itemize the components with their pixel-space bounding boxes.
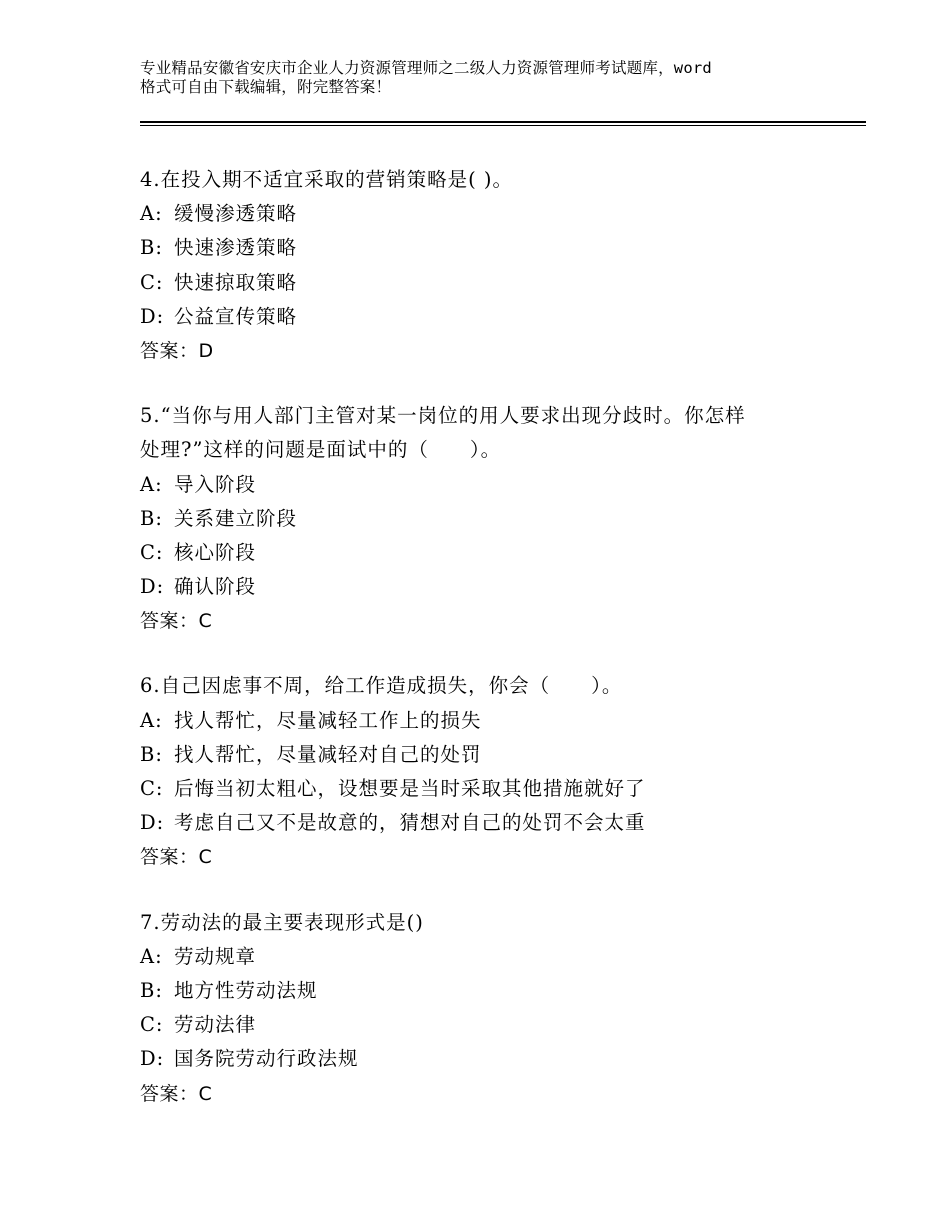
question-stem: 6.自己因虑事不周，给工作造成损失，你会（ ）。 bbox=[140, 674, 623, 698]
option-text: 国务院劳动行政法规 bbox=[174, 1047, 359, 1071]
option-b bbox=[140, 974, 840, 1008]
question-5 bbox=[140, 399, 840, 638]
question-stem: 4.在投入期不适宜采取的营销策略是( )。 bbox=[140, 168, 514, 191]
answer-value: C bbox=[198, 1082, 213, 1105]
option-letter: C: bbox=[140, 540, 164, 564]
option-letter: B: bbox=[140, 236, 163, 260]
option-text: 后悔当初太粗心，设想要是当时采取其他措施就好了 bbox=[174, 777, 646, 800]
option-b bbox=[140, 231, 840, 265]
question-6 bbox=[140, 669, 840, 874]
option-text: 缓慢渗透策略 bbox=[174, 202, 298, 226]
option-letter: A: bbox=[140, 944, 163, 968]
option-letter: D: bbox=[140, 811, 165, 835]
question-stem: 7.劳动法的最主要表现形式是() bbox=[140, 910, 424, 934]
option-letter: A: bbox=[140, 202, 163, 226]
option-letter: B: bbox=[140, 506, 163, 530]
answer-label: 答案： bbox=[140, 339, 199, 362]
answer-value: D bbox=[198, 339, 214, 362]
option-text: 导入阶段 bbox=[174, 472, 257, 496]
option-letter: C: bbox=[140, 777, 164, 800]
option-text: 找人帮忙，尽量减轻对自己的处罚 bbox=[174, 742, 482, 766]
option-letter: D: bbox=[140, 1047, 165, 1071]
option-letter: A: bbox=[140, 708, 163, 732]
question-4 bbox=[140, 163, 840, 368]
answer-line bbox=[140, 604, 840, 638]
option-letter: C: bbox=[140, 1013, 164, 1037]
option-b bbox=[140, 502, 840, 536]
header-divider-thick bbox=[140, 121, 866, 123]
option-letter: D: bbox=[140, 304, 165, 328]
question-stem: 5.“当你与用人部门主管对某一岗位的用人要求出现分歧时。你怎样 bbox=[140, 404, 746, 428]
answer-label: 答案： bbox=[140, 610, 199, 633]
answer-label: 答案： bbox=[140, 846, 199, 869]
answer-value: C bbox=[198, 610, 213, 633]
question-list bbox=[140, 163, 840, 1142]
option-c bbox=[140, 772, 840, 806]
answer-line bbox=[140, 840, 840, 874]
option-text: 快速渗透策略 bbox=[174, 236, 298, 260]
option-c bbox=[140, 1008, 840, 1042]
header-divider-thin bbox=[140, 125, 866, 126]
answer-line bbox=[140, 334, 840, 368]
option-text: 找人帮忙，尽量减轻工作上的损失 bbox=[174, 708, 482, 732]
option-text: 公益宣传策略 bbox=[174, 304, 298, 328]
option-letter: C: bbox=[140, 270, 164, 294]
option-letter: A: bbox=[140, 472, 163, 496]
option-text: 关系建立阶段 bbox=[174, 506, 298, 530]
question-stem-continued: 处理?”这样的问题是面试中的（ ）。 bbox=[140, 438, 502, 462]
option-c bbox=[140, 536, 840, 570]
option-text: 核心阶段 bbox=[174, 540, 257, 564]
option-b bbox=[140, 738, 840, 772]
option-a bbox=[140, 704, 840, 738]
option-d bbox=[140, 300, 840, 334]
option-d bbox=[140, 806, 840, 840]
option-a bbox=[140, 940, 840, 974]
question-7 bbox=[140, 906, 840, 1111]
option-text: 快速掠取策略 bbox=[174, 270, 298, 294]
option-text: 考虑自己又不是故意的，猜想对自己的处罚不会太重 bbox=[174, 811, 646, 835]
option-c bbox=[140, 266, 840, 300]
answer-label: 答案： bbox=[140, 1082, 199, 1105]
header-title-line-2: 格式可自由下载编辑，附完整答案！ bbox=[140, 78, 392, 96]
answer-value: C bbox=[198, 846, 213, 869]
option-text: 劳动规章 bbox=[174, 944, 257, 968]
document-header bbox=[140, 59, 830, 97]
option-d bbox=[140, 570, 840, 604]
option-text: 劳动法律 bbox=[174, 1013, 257, 1037]
option-a bbox=[140, 468, 840, 502]
header-title-line-1: 专业精品安徽省安庆市企业人力资源管理师之二级人力资源管理师考试题库，word bbox=[140, 59, 712, 77]
answer-line bbox=[140, 1077, 840, 1111]
option-d bbox=[140, 1042, 840, 1076]
option-letter: B: bbox=[140, 978, 163, 1002]
option-text: 确认阶段 bbox=[174, 575, 257, 599]
option-text: 地方性劳动法规 bbox=[174, 978, 318, 1002]
option-letter: B: bbox=[140, 742, 163, 766]
option-letter: D: bbox=[140, 575, 165, 599]
option-a bbox=[140, 197, 840, 231]
